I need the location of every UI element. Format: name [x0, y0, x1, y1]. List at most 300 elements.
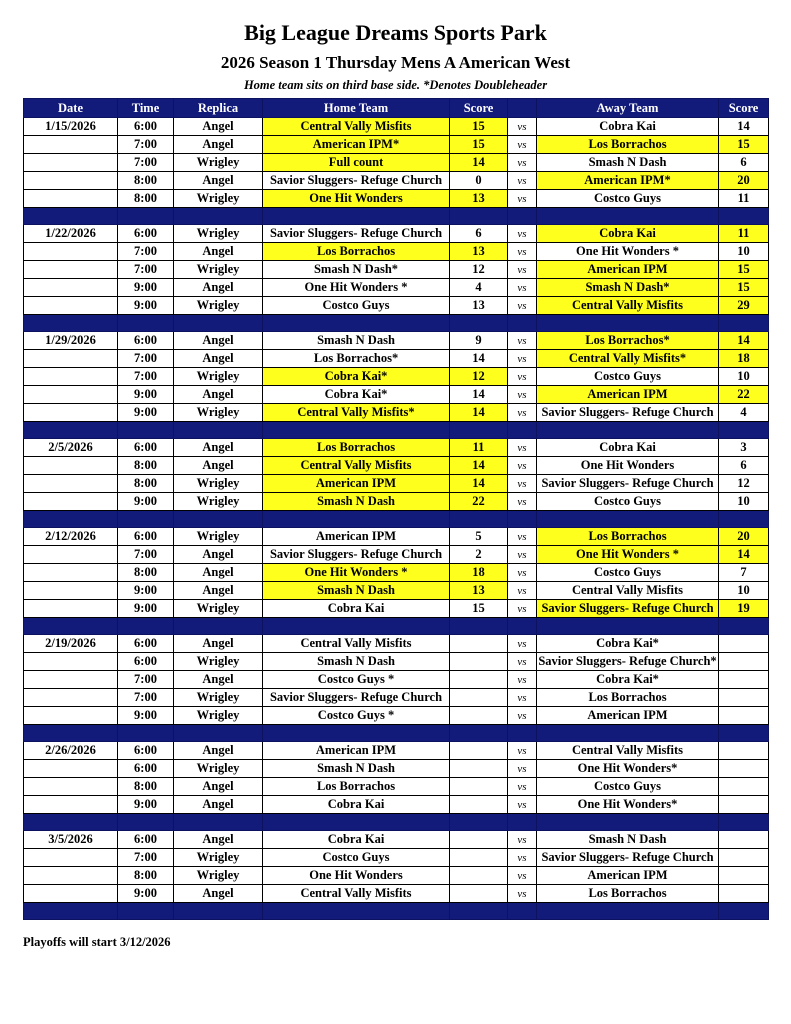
game-date — [24, 279, 118, 297]
game-time: 8:00 — [118, 172, 174, 190]
away-score: 19 — [719, 600, 769, 618]
vs-label: vs — [508, 885, 537, 903]
separator-cell — [118, 315, 174, 332]
home-score: 13 — [450, 297, 508, 315]
col-header-home-team: Home Team — [263, 99, 450, 118]
game-date — [24, 368, 118, 386]
away-score — [719, 707, 769, 725]
away-team: Central Vally Misfits — [537, 742, 719, 760]
col-header-away-team: Away Team — [537, 99, 719, 118]
game-date — [24, 600, 118, 618]
home-score — [450, 778, 508, 796]
away-team: One Hit Wonders * — [537, 243, 719, 261]
week-separator — [24, 208, 769, 225]
separator-cell — [719, 422, 769, 439]
home-team: Central Vally Misfits — [263, 635, 450, 653]
vs-label: vs — [508, 600, 537, 618]
game-date — [24, 671, 118, 689]
away-team: Cobra Kai* — [537, 671, 719, 689]
home-team: Costco Guys * — [263, 707, 450, 725]
week-separator — [24, 725, 769, 742]
game-time: 7:00 — [118, 671, 174, 689]
vs-label: vs — [508, 564, 537, 582]
game-date — [24, 546, 118, 564]
game-date: 1/29/2026 — [24, 332, 118, 350]
game-time: 7:00 — [118, 136, 174, 154]
game-time: 9:00 — [118, 582, 174, 600]
away-score: 3 — [719, 439, 769, 457]
separator-cell — [508, 814, 537, 831]
table-row — [24, 172, 769, 190]
game-replica: Wrigley — [174, 261, 263, 279]
home-team: Costco Guys — [263, 849, 450, 867]
game-replica: Angel — [174, 118, 263, 136]
separator-cell — [719, 814, 769, 831]
game-date — [24, 885, 118, 903]
away-score: 20 — [719, 528, 769, 546]
home-team: Smash N Dash* — [263, 261, 450, 279]
away-score — [719, 849, 769, 867]
game-date: 1/15/2026 — [24, 118, 118, 136]
separator-cell — [174, 511, 263, 528]
game-time: 6:00 — [118, 742, 174, 760]
home-score: 11 — [450, 439, 508, 457]
away-team: American IPM* — [537, 172, 719, 190]
home-team: Smash N Dash — [263, 760, 450, 778]
game-time: 7:00 — [118, 154, 174, 172]
game-replica: Angel — [174, 243, 263, 261]
away-score — [719, 635, 769, 653]
home-team: Full count — [263, 154, 450, 172]
separator-cell — [263, 814, 450, 831]
away-team: Smash N Dash — [537, 831, 719, 849]
away-score: 29 — [719, 297, 769, 315]
game-replica: Angel — [174, 332, 263, 350]
game-date — [24, 243, 118, 261]
game-replica: Angel — [174, 279, 263, 297]
game-date — [24, 564, 118, 582]
game-replica: Angel — [174, 778, 263, 796]
game-time: 7:00 — [118, 243, 174, 261]
game-time: 8:00 — [118, 867, 174, 885]
page-title: Big League Dreams Sports Park — [244, 20, 547, 45]
table-row — [24, 243, 769, 261]
game-date — [24, 172, 118, 190]
home-team: Costco Guys — [263, 297, 450, 315]
home-team: Savior Sluggers- Refuge Church — [263, 225, 450, 243]
home-team: One Hit Wonders * — [263, 279, 450, 297]
away-score — [719, 689, 769, 707]
home-score: 6 — [450, 225, 508, 243]
game-date — [24, 849, 118, 867]
separator-cell — [118, 208, 174, 225]
home-score: 13 — [450, 582, 508, 600]
separator-cell — [537, 903, 719, 920]
separator-cell — [508, 725, 537, 742]
table-row — [24, 297, 769, 315]
away-score: 6 — [719, 457, 769, 475]
home-team: Savior Sluggers- Refuge Church — [263, 689, 450, 707]
separator-cell — [537, 618, 719, 635]
game-replica: Wrigley — [174, 600, 263, 618]
separator-cell — [450, 725, 508, 742]
away-score: 10 — [719, 493, 769, 511]
game-date: 2/19/2026 — [24, 635, 118, 653]
vs-label: vs — [508, 475, 537, 493]
separator-cell — [537, 725, 719, 742]
away-team: Los Borrachos — [537, 885, 719, 903]
game-time: 9:00 — [118, 279, 174, 297]
table-row — [24, 279, 769, 297]
table-row — [24, 154, 769, 172]
game-date — [24, 190, 118, 208]
game-replica: Wrigley — [174, 528, 263, 546]
away-team: Costco Guys — [537, 564, 719, 582]
game-time: 6:00 — [118, 653, 174, 671]
separator-cell — [24, 422, 118, 439]
table-row — [24, 582, 769, 600]
game-date — [24, 707, 118, 725]
game-replica: Wrigley — [174, 190, 263, 208]
game-date — [24, 582, 118, 600]
home-team: American IPM — [263, 742, 450, 760]
away-team: Cobra Kai — [537, 225, 719, 243]
game-replica: Wrigley — [174, 849, 263, 867]
away-team: Los Borrachos* — [537, 332, 719, 350]
away-team: American IPM — [537, 867, 719, 885]
table-row — [24, 831, 769, 849]
game-date — [24, 386, 118, 404]
game-replica: Angel — [174, 172, 263, 190]
game-replica: Angel — [174, 742, 263, 760]
game-replica: Angel — [174, 831, 263, 849]
vs-label: vs — [508, 760, 537, 778]
game-time: 6:00 — [118, 831, 174, 849]
table-row — [24, 742, 769, 760]
table-row — [24, 689, 769, 707]
home-score: 2 — [450, 546, 508, 564]
vs-label: vs — [508, 332, 537, 350]
separator-cell — [118, 422, 174, 439]
game-date — [24, 261, 118, 279]
game-time: 8:00 — [118, 457, 174, 475]
col-header-home-score: Score — [450, 99, 508, 118]
home-score — [450, 885, 508, 903]
game-replica: Wrigley — [174, 867, 263, 885]
away-team: Los Borrachos — [537, 689, 719, 707]
separator-cell — [24, 903, 118, 920]
game-time: 6:00 — [118, 225, 174, 243]
away-score: 7 — [719, 564, 769, 582]
home-team: Smash N Dash — [263, 493, 450, 511]
away-score: 11 — [719, 190, 769, 208]
game-time: 9:00 — [118, 404, 174, 422]
game-time: 7:00 — [118, 261, 174, 279]
home-team: Central Vally Misfits — [263, 118, 450, 136]
separator-cell — [118, 618, 174, 635]
home-team: Los Borrachos* — [263, 350, 450, 368]
separator-cell — [174, 725, 263, 742]
game-date — [24, 653, 118, 671]
separator-cell — [508, 511, 537, 528]
vs-label: vs — [508, 867, 537, 885]
vs-label: vs — [508, 831, 537, 849]
game-date — [24, 475, 118, 493]
home-score — [450, 831, 508, 849]
separator-cell — [174, 814, 263, 831]
week-separator — [24, 422, 769, 439]
away-score: 12 — [719, 475, 769, 493]
away-team: American IPM — [537, 707, 719, 725]
separator-cell — [174, 903, 263, 920]
separator-cell — [508, 618, 537, 635]
home-team: Smash N Dash — [263, 582, 450, 600]
away-team: One Hit Wonders* — [537, 796, 719, 814]
home-score — [450, 635, 508, 653]
home-score — [450, 849, 508, 867]
separator-cell — [263, 422, 450, 439]
game-time: 9:00 — [118, 707, 174, 725]
game-date — [24, 154, 118, 172]
game-replica: Angel — [174, 796, 263, 814]
separator-cell — [263, 903, 450, 920]
away-score — [719, 867, 769, 885]
away-score — [719, 885, 769, 903]
away-score — [719, 671, 769, 689]
table-row — [24, 653, 769, 671]
game-time: 7:00 — [118, 849, 174, 867]
home-score: 9 — [450, 332, 508, 350]
home-score: 22 — [450, 493, 508, 511]
away-team: Savior Sluggers- Refuge Church — [537, 475, 719, 493]
game-replica: Angel — [174, 885, 263, 903]
game-date: 2/26/2026 — [24, 742, 118, 760]
separator-cell — [537, 814, 719, 831]
game-time: 8:00 — [118, 564, 174, 582]
home-team: American IPM — [263, 475, 450, 493]
game-time: 7:00 — [118, 689, 174, 707]
home-score: 0 — [450, 172, 508, 190]
table-row — [24, 386, 769, 404]
game-date — [24, 760, 118, 778]
separator-cell — [450, 511, 508, 528]
separator-cell — [174, 618, 263, 635]
game-date — [24, 796, 118, 814]
game-date: 1/22/2026 — [24, 225, 118, 243]
table-row — [24, 118, 769, 136]
game-replica: Angel — [174, 386, 263, 404]
away-score: 22 — [719, 386, 769, 404]
schedule-table — [23, 98, 769, 920]
separator-cell — [450, 208, 508, 225]
vs-label: vs — [508, 849, 537, 867]
home-team: American IPM — [263, 528, 450, 546]
game-date — [24, 350, 118, 368]
separator-cell — [450, 422, 508, 439]
game-time: 6:00 — [118, 635, 174, 653]
table-row — [24, 404, 769, 422]
home-score: 18 — [450, 564, 508, 582]
separator-cell — [174, 315, 263, 332]
away-team: Central Vally Misfits* — [537, 350, 719, 368]
col-header-away-score: Score — [719, 99, 769, 118]
away-team: Costco Guys — [537, 778, 719, 796]
home-score: 13 — [450, 190, 508, 208]
game-replica: Angel — [174, 564, 263, 582]
vs-label: vs — [508, 279, 537, 297]
vs-label: vs — [508, 225, 537, 243]
home-score: 14 — [450, 457, 508, 475]
away-team: American IPM — [537, 261, 719, 279]
home-score: 15 — [450, 136, 508, 154]
game-date: 2/5/2026 — [24, 439, 118, 457]
game-replica: Wrigley — [174, 493, 263, 511]
vs-label: vs — [508, 439, 537, 457]
table-row — [24, 671, 769, 689]
game-time: 9:00 — [118, 297, 174, 315]
table-row — [24, 261, 769, 279]
home-team: Smash N Dash — [263, 653, 450, 671]
away-team: Cobra Kai* — [537, 635, 719, 653]
separator-cell — [508, 208, 537, 225]
home-team: Central Vally Misfits* — [263, 404, 450, 422]
game-replica: Angel — [174, 671, 263, 689]
separator-cell — [24, 208, 118, 225]
game-replica: Wrigley — [174, 653, 263, 671]
vs-label: vs — [508, 404, 537, 422]
table-row — [24, 564, 769, 582]
table-row — [24, 600, 769, 618]
away-team: Savior Sluggers- Refuge Church — [537, 404, 719, 422]
vs-label: vs — [508, 671, 537, 689]
away-team: Costco Guys — [537, 190, 719, 208]
table-row — [24, 475, 769, 493]
away-team: Smash N Dash* — [537, 279, 719, 297]
away-team: American IPM — [537, 386, 719, 404]
away-score — [719, 653, 769, 671]
week-separator — [24, 814, 769, 831]
home-team: Los Borrachos — [263, 778, 450, 796]
vs-label: vs — [508, 457, 537, 475]
game-time: 9:00 — [118, 885, 174, 903]
separator-cell — [174, 422, 263, 439]
game-time: 9:00 — [118, 796, 174, 814]
home-score: 14 — [450, 475, 508, 493]
game-date — [24, 136, 118, 154]
home-score: 13 — [450, 243, 508, 261]
game-time: 6:00 — [118, 528, 174, 546]
separator-cell — [537, 511, 719, 528]
separator-cell — [263, 725, 450, 742]
away-score — [719, 742, 769, 760]
game-replica: Wrigley — [174, 689, 263, 707]
home-score: 14 — [450, 154, 508, 172]
separator-cell — [450, 618, 508, 635]
table-row — [24, 350, 769, 368]
separator-cell — [263, 315, 450, 332]
home-team: Los Borrachos — [263, 439, 450, 457]
separator-cell — [263, 511, 450, 528]
home-team: One Hit Wonders — [263, 867, 450, 885]
home-team: Cobra Kai* — [263, 386, 450, 404]
home-score — [450, 796, 508, 814]
separator-cell — [118, 511, 174, 528]
vs-label: vs — [508, 118, 537, 136]
home-score: 12 — [450, 261, 508, 279]
home-team: Cobra Kai — [263, 831, 450, 849]
table-row — [24, 136, 769, 154]
away-team: Cobra Kai — [537, 439, 719, 457]
vs-label: vs — [508, 778, 537, 796]
table-row — [24, 190, 769, 208]
game-replica: Wrigley — [174, 154, 263, 172]
away-team: Cobra Kai — [537, 118, 719, 136]
col-header-replica: Replica — [174, 99, 263, 118]
game-replica: Wrigley — [174, 368, 263, 386]
away-score: 15 — [719, 136, 769, 154]
home-team: Cobra Kai — [263, 600, 450, 618]
table-row — [24, 796, 769, 814]
away-score: 15 — [719, 279, 769, 297]
table-row — [24, 225, 769, 243]
col-header-vs — [508, 99, 537, 118]
schedule-body — [24, 118, 769, 920]
separator-cell — [174, 208, 263, 225]
vs-label: vs — [508, 528, 537, 546]
game-date — [24, 493, 118, 511]
game-replica: Angel — [174, 457, 263, 475]
game-replica: Angel — [174, 546, 263, 564]
vs-label: vs — [508, 386, 537, 404]
away-team: Savior Sluggers- Refuge Church — [537, 849, 719, 867]
game-replica: Wrigley — [174, 297, 263, 315]
game-time: 7:00 — [118, 350, 174, 368]
table-header-row — [24, 99, 769, 118]
game-date — [24, 778, 118, 796]
home-team: American IPM* — [263, 136, 450, 154]
home-score: 12 — [450, 368, 508, 386]
away-score: 10 — [719, 368, 769, 386]
home-score: 15 — [450, 118, 508, 136]
separator-cell — [263, 618, 450, 635]
table-row — [24, 760, 769, 778]
separator-cell — [508, 315, 537, 332]
separator-cell — [450, 315, 508, 332]
separator-cell — [719, 511, 769, 528]
game-time: 8:00 — [118, 475, 174, 493]
vs-label: vs — [508, 653, 537, 671]
game-replica: Angel — [174, 582, 263, 600]
separator-cell — [450, 814, 508, 831]
table-row — [24, 332, 769, 350]
home-score: 14 — [450, 386, 508, 404]
separator-cell — [508, 422, 537, 439]
game-replica: Wrigley — [174, 404, 263, 422]
separator-cell — [24, 511, 118, 528]
game-replica: Angel — [174, 439, 263, 457]
game-time: 9:00 — [118, 386, 174, 404]
game-time: 6:00 — [118, 332, 174, 350]
home-team: Central Vally Misfits — [263, 885, 450, 903]
home-team: Savior Sluggers- Refuge Church — [263, 546, 450, 564]
separator-cell — [118, 725, 174, 742]
page-subtitle: 2026 Season 1 Thursday Mens A American West — [220, 53, 571, 72]
game-replica: Wrigley — [174, 475, 263, 493]
separator-cell — [24, 814, 118, 831]
away-team: One Hit Wonders* — [537, 760, 719, 778]
home-team: Costco Guys * — [263, 671, 450, 689]
vs-label: vs — [508, 350, 537, 368]
